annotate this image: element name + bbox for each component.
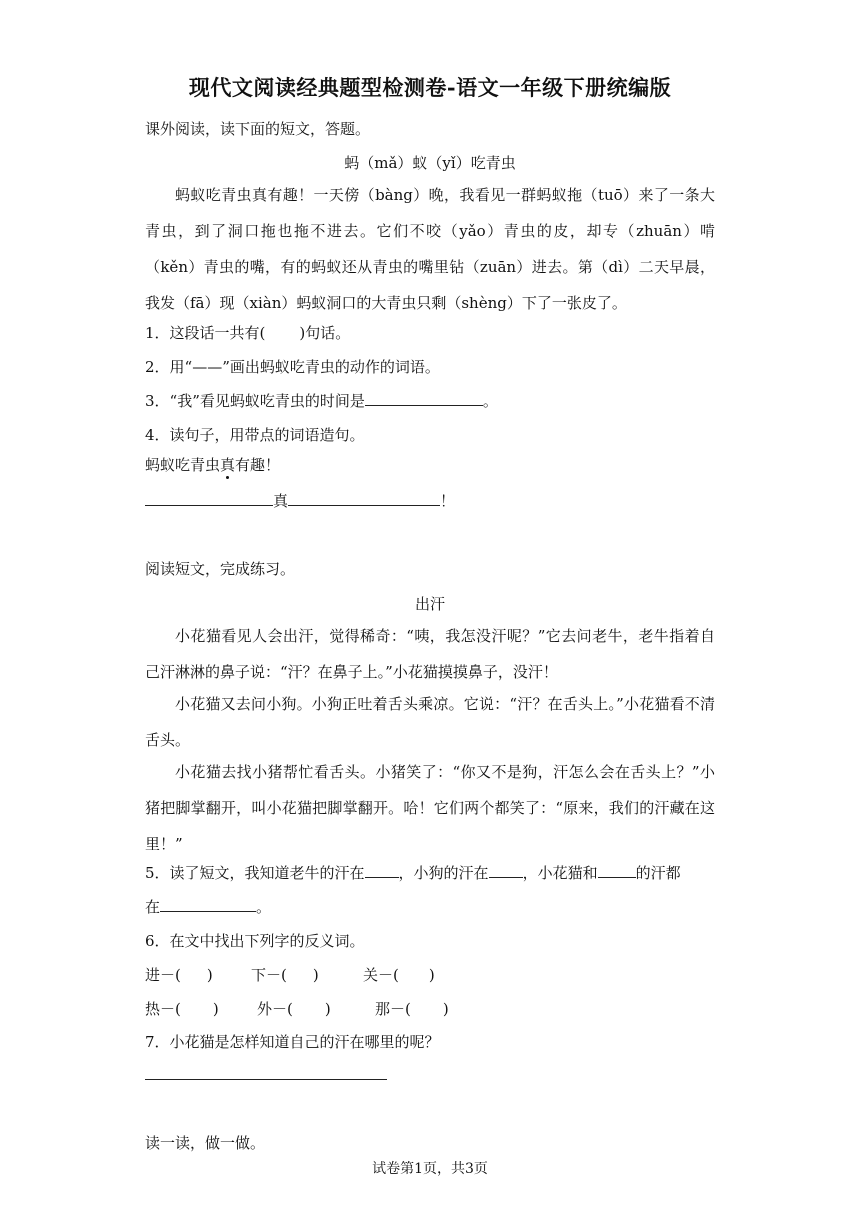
antonym-close: ): [312, 966, 319, 984]
question-5-text: 的汗都: [635, 864, 681, 882]
question-4-answer-line: [145, 490, 455, 511]
answer-blank[interactable]: [160, 910, 256, 912]
antonym-item: [363, 964, 435, 985]
antonym-close: ): [324, 1000, 331, 1018]
sentence-part: 蚂蚁吃青虫: [145, 456, 221, 474]
page-footer: 试卷第1页，共3页: [372, 1161, 488, 1177]
antonym-close: ): [212, 1000, 219, 1018]
answer-end-mark: ！: [440, 492, 456, 510]
question-1-text-a: 1．这段话一共有(: [145, 324, 266, 342]
question-5: [145, 862, 681, 883]
question-4-sentence: [145, 454, 280, 475]
question-3-text-a: 3．“我”看见蚂蚁吃青虫的时间是: [145, 392, 365, 410]
question-5-text: 5．读了短文，我知道老牛的汗在: [145, 864, 365, 882]
question-7: 7．小花猫是怎样知道自己的汗在哪里的呢？: [145, 1033, 440, 1051]
question-6: 6．在文中找出下列字的反义词。: [145, 932, 365, 950]
antonym-item: [375, 998, 449, 1019]
section1-instruction: 课外阅读，读下面的短文，答题。: [145, 120, 371, 138]
question-2: 2．用“——”画出蚂蚁吃青虫的动作的词语。: [145, 358, 440, 376]
antonym-row-2: [145, 998, 449, 1019]
antonym-word: 进－(: [145, 966, 181, 984]
antonym-item: [251, 964, 363, 985]
antonym-close: ): [428, 966, 435, 984]
answer-blank[interactable]: [365, 876, 399, 878]
antonym-row-1: [145, 964, 435, 985]
antonym-close: ): [442, 1000, 449, 1018]
question-1: [145, 322, 350, 343]
story2-paragraph-1: 小花猫看见人会出汗，觉得稀奇：“咦，我怎没汗呢？”它去问老牛，老牛指着自己汗淋淋的鼻子说：“汗？在鼻子上。”小花猫摸摸鼻子，没汗！: [145, 627, 715, 681]
answer-blank[interactable]: [145, 504, 273, 506]
section3-instruction: 读一读，做一做。: [145, 1134, 266, 1152]
section2-instruction: 阅读短文，完成练习。: [145, 560, 296, 578]
story2-paragraph-3: 小花猫去找小猪帮忙看舌头。小猪笑了：“你又不是狗，汗怎么会在舌头上？”小猪把脚掌翻开，叫小花猫把脚掌翻开。哈！它们两个都笑了：“原来，我们的汗藏在这里！”: [145, 763, 715, 853]
question-3-text-b: 。: [482, 392, 498, 410]
answer-blank[interactable]: [489, 876, 523, 878]
antonym-word: 那－(: [375, 1000, 411, 1018]
antonym-word: 关－(: [363, 966, 399, 984]
antonym-word: 下－(: [251, 966, 287, 984]
answer-mid-word: 真: [273, 492, 289, 510]
question-5-text: ，小花猫和: [522, 864, 598, 882]
dotted-word: 真: [220, 456, 236, 474]
answer-blank[interactable]: [288, 504, 440, 506]
antonym-item: [145, 964, 251, 985]
antonym-item: [145, 998, 257, 1019]
antonym-word: 热－(: [145, 1000, 181, 1018]
story2-title: 出汗: [414, 595, 445, 613]
question-5-line-2: [145, 896, 271, 917]
sentence-part: 有趣！: [235, 456, 281, 474]
story1-text: 蚂蚁吃青虫真有趣！一天傍（bàng）晚，我看见一群蚂蚁拖（tuō）来了一条大青虫，到了洞口拖也拖不进去。它们不咬（yǎo）青虫的皮，却专（zhuān）啃（kěn）青虫的嘴，有的蚂蚁还从青虫的嘴里钻（zuān）进去。第（dì）二天早晨，我发（fā）现（xiàn）蚂蚁洞口的大青虫只剩（shèng）下了一张皮了。: [145, 186, 715, 312]
question-5-text: 在: [145, 898, 161, 916]
question-5-text: 。: [256, 898, 272, 916]
answer-blank[interactable]: [598, 876, 636, 878]
answer-line[interactable]: [145, 1078, 387, 1080]
page-title: 现代文阅读经典题型检测卷-语文一年级下册统编版: [188, 75, 672, 100]
antonym-word: 外－(: [257, 1000, 293, 1018]
question-3: [145, 390, 498, 411]
antonym-close: ): [206, 966, 213, 984]
story1-title: 蚂（mǎ）蚁（yǐ）吃青虫: [344, 154, 516, 172]
question-4: 4．读句子，用带点的词语造句。: [145, 426, 365, 444]
antonym-item: [257, 998, 375, 1019]
question-5-text: ，小狗的汗在: [398, 864, 489, 882]
question-1-text-b: )句话。: [299, 324, 351, 342]
story2-paragraph-2: 小花猫又去问小狗。小狗正吐着舌头乘凉。它说：“汗？在舌头上。”小花猫看不清舌头。: [145, 695, 715, 749]
answer-blank[interactable]: [365, 404, 483, 406]
